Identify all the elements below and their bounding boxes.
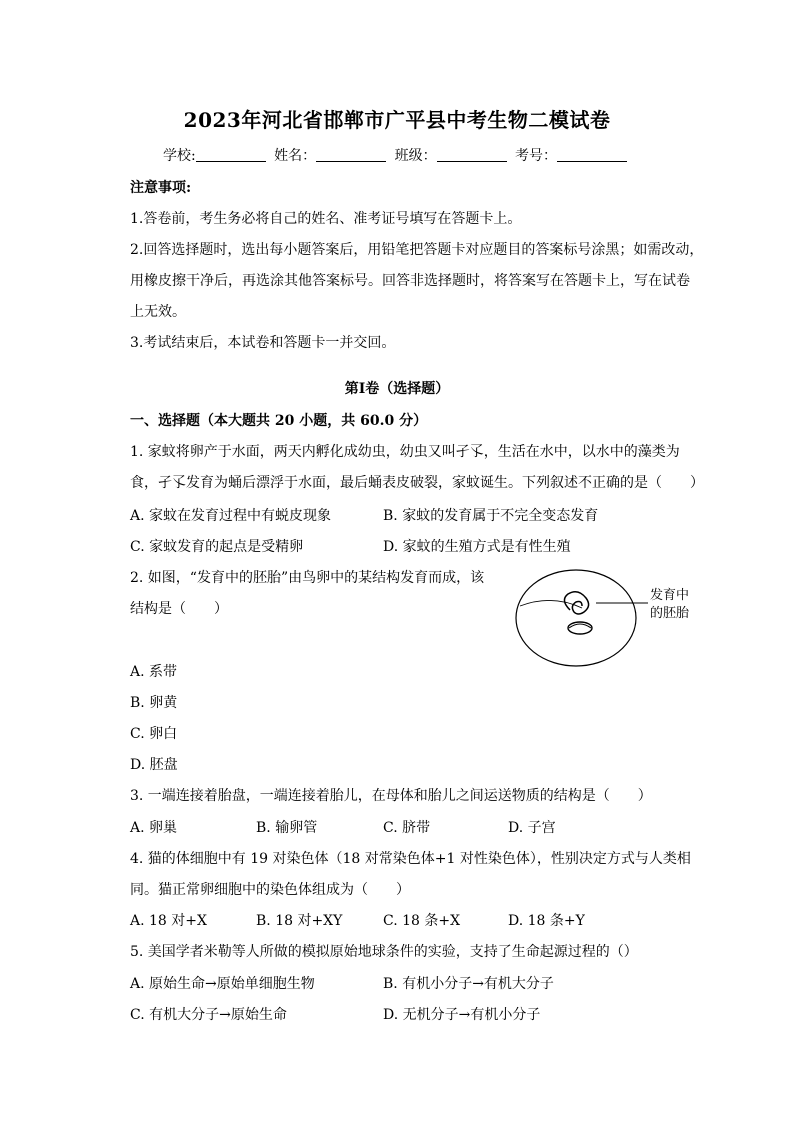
notice-item-2-line-2: 用橡皮擦干净后，再选涂其他答案标号。回答非选择题时，将答案写在答题卡上，写在试卷 [130,273,690,289]
class-blank[interactable] [437,147,507,162]
q4-option-d[interactable]: D. 18 条+Y [508,913,585,929]
egg-shell-outline [516,570,636,666]
name-label: 姓名： [274,148,317,164]
figure-label-line-2: 的胚胎 [650,606,690,621]
q3-option-d[interactable]: D. 子宫 [508,820,556,836]
notice-item-3: 3.考试结束后，本试卷和答题卡一并交回。 [130,335,396,351]
notice-item-2-line-3: 上无效。 [130,304,186,320]
q1-option-a[interactable]: A. 家蚊在发育过程中有蜕皮现象 [130,508,332,524]
q4-stem-line-2: 同。猫正常卵细胞中的染色体组成为（ ） [130,882,410,898]
q2-option-b[interactable]: B. 卵黄 [130,695,178,711]
exam-title: 2023年河北省邯郸市广平县中考生物二模试卷 [183,108,611,132]
student-info-line [0,145,794,165]
q4-option-b[interactable]: B. 18 对+XY [256,913,343,929]
q1-stem-line-2: 食，孑孓发育为蛹后漂浮于水面，最后蛹表皮破裂，家蚊诞生。下列叙述不正确的是（ ） [130,475,704,491]
q2-option-c[interactable]: C. 卵白 [130,726,178,742]
q5-option-a[interactable]: A. 原始生命→原始单细胞生物 [130,976,315,992]
q2-stem-line-1: 2. 如图，“发育中的胚胎”由鸟卵中的某结构发育而成，该 [130,570,485,586]
q4-stem-line-1: 4. 猫的体细胞中有 19 对染色体（18 对常染色体+1 对性染色体），性别决定方式与人类相 [130,851,691,867]
q3-stem: 3. 一端连接着胎盘，一端连接着胎儿，在母体和胎儿之间运送物质的结构是（ ） [130,788,652,804]
q4-option-a[interactable]: A. 18 对+X [130,913,207,929]
q5-option-c[interactable]: C. 有机大分子→原始生命 [130,1007,287,1023]
q5-stem: 5. 美国学者米勒等人所做的模拟原始地球条件的实验，支持了生命起源过程的（） [130,944,638,960]
q1-option-c[interactable]: C. 家蚊发育的起点是受精卵 [130,539,304,555]
exam-no-label: 考号： [515,148,558,164]
figure-label-line-1: 发育中 [650,588,690,603]
section-title: 第I卷（选择题） [344,381,450,397]
name-blank[interactable] [316,147,386,162]
q5-option-b[interactable]: B. 有机小分子→有机大分子 [383,976,554,992]
q3-option-b[interactable]: B. 输卵管 [256,820,318,836]
q1-option-d[interactable]: D. 家蚊的生殖方式是有性生殖 [383,539,571,555]
notice-heading: 注意事项: [130,180,192,196]
q1-stem-line-1: 1. 家蚊将卵产于水面，两天内孵化成幼虫，幼虫又叫孑孓，生活在水中，以水中的藻类为 [130,444,680,460]
q3-option-a[interactable]: A. 卵巢 [130,820,178,836]
notice-item-1: 1.答卷前，考生务必将自己的姓名、准考证号填写在答题卡上。 [130,211,522,227]
notice-item-2-line-1: 2.回答选择题时，选出每小题答案后，用铅笔把答题卡对应题目的答案标号涂黑；如需改动， [130,242,704,258]
school-label: 学校: [162,148,196,164]
q2-option-a[interactable]: A. 系带 [130,664,178,680]
exam-no-blank[interactable] [557,147,627,162]
q5-option-d[interactable]: D. 无机分子→有机小分子 [383,1007,541,1023]
q4-option-c[interactable]: C. 18 条+X [383,913,461,929]
school-blank[interactable] [196,147,266,162]
class-label: 班级： [394,148,437,164]
q3-option-c[interactable]: C. 脐带 [383,820,431,836]
q1-option-b[interactable]: B. 家蚊的发育属于不完全变态发育 [383,508,599,524]
egg-diagram [512,566,698,670]
q2-stem-line-2: 结构是（ ） [130,601,228,617]
q2-option-d[interactable]: D. 胚盘 [130,757,178,773]
part-heading: 一、选择题（本大题共 20 小题，共 60.0 分） [130,413,428,429]
